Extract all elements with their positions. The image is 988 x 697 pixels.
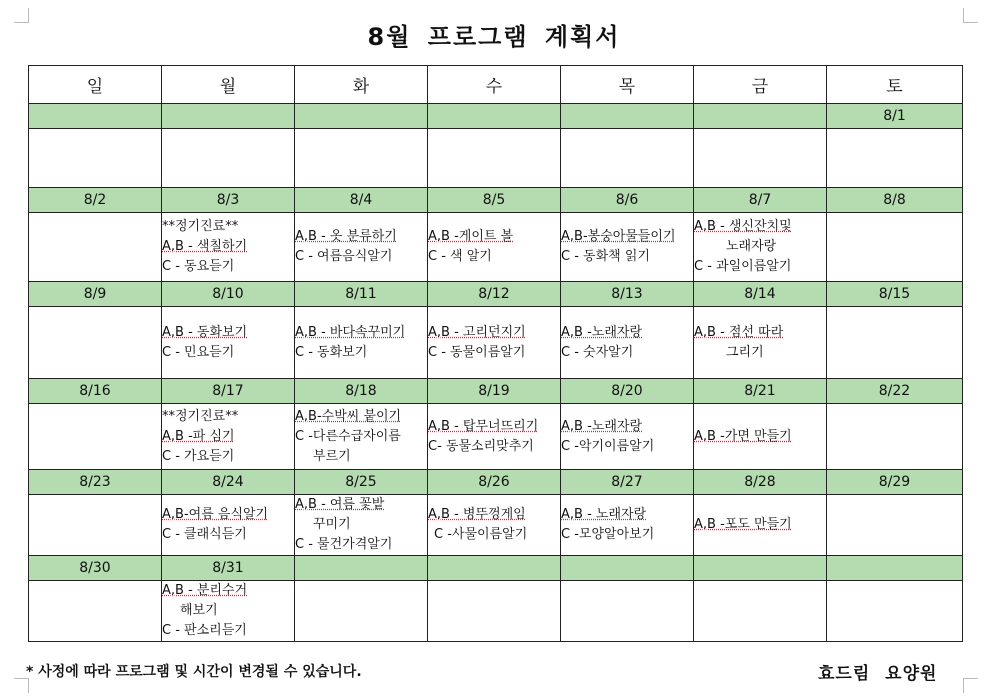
program-cell xyxy=(561,307,694,379)
date-cell: 8/10 xyxy=(162,282,295,307)
date-cell: 8/27 xyxy=(561,470,694,495)
date-cell: 8/29 xyxy=(827,470,963,495)
crop-mark-bottom-right xyxy=(963,678,978,693)
weekday-tue: 화 xyxy=(295,66,428,104)
program-cell xyxy=(295,495,428,556)
program-cell xyxy=(29,213,162,282)
program-cell xyxy=(428,404,561,470)
program-line: A,B-여름 음식알기 xyxy=(162,507,269,522)
date-cell: 8/6 xyxy=(561,188,694,213)
weekday-header-row xyxy=(29,66,963,104)
program-line: C -사물이름알기 xyxy=(434,527,528,542)
program-cell xyxy=(162,213,295,282)
program-line: A,B -가면 만들기 xyxy=(694,428,792,444)
program-line: C- 동물소리맞추기 xyxy=(428,438,534,454)
program-line: 부르기 xyxy=(313,448,351,464)
program-line: A,B -파 심기 xyxy=(162,428,235,444)
program-cell xyxy=(29,129,162,188)
weekday-fri: 금 xyxy=(694,66,827,104)
program-cell xyxy=(694,581,827,642)
program-cell xyxy=(561,404,694,470)
program-cell xyxy=(694,495,827,556)
program-cell xyxy=(162,495,295,556)
program-line: A,B-봉숭아물들이기 xyxy=(561,229,676,244)
program-cell xyxy=(162,129,295,188)
date-cell: 8/7 xyxy=(694,188,827,213)
date-cell xyxy=(561,104,694,129)
program-cell xyxy=(295,404,428,470)
program-cell xyxy=(561,213,694,282)
program-cell xyxy=(694,129,827,188)
program-line: C - 물건가격알기 xyxy=(295,537,393,552)
date-cell: 8/11 xyxy=(295,282,428,307)
date-row-week2 xyxy=(29,188,963,213)
page-title: 8월 프로그램 계획서 xyxy=(367,23,621,51)
date-cell: 8/18 xyxy=(295,379,428,404)
weekday-sat: 토 xyxy=(827,66,963,104)
date-cell: 8/26 xyxy=(428,470,561,495)
date-cell: 8/24 xyxy=(162,470,295,495)
date-row-week6 xyxy=(29,556,963,581)
weekday-mon: 월 xyxy=(162,66,295,104)
program-line: 그리기 xyxy=(726,344,764,360)
date-cell: 8/14 xyxy=(694,282,827,307)
date-cell: 8/2 xyxy=(29,188,162,213)
program-cell xyxy=(162,404,295,470)
program-line: C - 판소리듣기 xyxy=(162,623,247,638)
program-cell xyxy=(29,404,162,470)
program-line: C -다른수급자이름 xyxy=(295,428,401,444)
content-row-week2 xyxy=(29,213,963,282)
date-cell: 8/13 xyxy=(561,282,694,307)
program-cell xyxy=(29,581,162,642)
program-line: C - 여름음식알기 xyxy=(295,249,393,264)
date-row-week5 xyxy=(29,470,963,495)
weekday-sun: 일 xyxy=(29,66,162,104)
program-cell xyxy=(428,213,561,282)
date-cell xyxy=(694,104,827,129)
program-line: C - 동물이름알기 xyxy=(428,344,526,360)
program-cell xyxy=(295,581,428,642)
program-cell xyxy=(694,404,827,470)
program-cell xyxy=(428,129,561,188)
date-cell xyxy=(428,104,561,129)
program-line: **정기진료** xyxy=(162,408,239,424)
program-cell xyxy=(295,307,428,379)
date-cell xyxy=(827,556,963,581)
program-line: A,B -노래자랑 xyxy=(561,324,642,340)
date-cell: 8/5 xyxy=(428,188,561,213)
program-line: A,B - 여름 꽃밭 xyxy=(295,497,385,512)
program-cell xyxy=(694,307,827,379)
program-line: A,B-수박씨 붙이기 xyxy=(295,408,402,424)
program-line: A,B - 옷 분류하기 xyxy=(295,229,397,244)
program-line: C - 과일이름알기 xyxy=(694,259,792,274)
content-row-week1 xyxy=(29,129,963,188)
program-line: C - 클래식듣기 xyxy=(162,527,247,542)
program-cell xyxy=(561,581,694,642)
program-cell xyxy=(162,307,295,379)
program-line: C - 동요듣기 xyxy=(162,259,235,274)
content-row-week3 xyxy=(29,307,963,379)
date-cell xyxy=(694,556,827,581)
content-row-week6 xyxy=(29,581,963,642)
date-row-week1 xyxy=(29,104,963,129)
date-cell: 8/28 xyxy=(694,470,827,495)
date-cell xyxy=(561,556,694,581)
date-cell: 8/12 xyxy=(428,282,561,307)
date-cell: 8/21 xyxy=(694,379,827,404)
program-cell xyxy=(827,213,963,282)
date-cell xyxy=(29,104,162,129)
content-row-week4 xyxy=(29,404,963,470)
program-line: C - 동화보기 xyxy=(295,344,368,360)
program-cell xyxy=(162,581,295,642)
program-line: A,B -노래자랑 xyxy=(561,418,642,434)
date-cell xyxy=(295,556,428,581)
organization-name: 효드림 요양원 xyxy=(818,664,938,684)
program-line: A,B - 동화보기 xyxy=(162,324,248,340)
program-line: C - 가요듣기 xyxy=(162,448,235,464)
program-line: A,B - 탑무너뜨리기 xyxy=(428,418,539,434)
program-cell xyxy=(295,129,428,188)
weekday-thu: 목 xyxy=(561,66,694,104)
program-cell xyxy=(428,495,561,556)
program-line: C - 민요듣기 xyxy=(162,344,235,360)
program-cell xyxy=(29,495,162,556)
program-line: 꾸미기 xyxy=(313,517,351,532)
footnote: * 사정에 따라 프로그램 및 시간이 변경될 수 있습니다. xyxy=(26,664,362,680)
program-line: C - 색 알기 xyxy=(428,249,492,264)
program-line: A,B -게이트 볼 xyxy=(428,229,514,244)
program-cell xyxy=(827,581,963,642)
program-line: A,B - 생신잔치및 xyxy=(694,219,792,234)
date-cell: 8/19 xyxy=(428,379,561,404)
program-line: A,B - 색칠하기 xyxy=(162,239,248,254)
date-cell: 8/17 xyxy=(162,379,295,404)
program-cell xyxy=(561,129,694,188)
date-cell: 8/16 xyxy=(29,379,162,404)
program-line: C -악기이름알기 xyxy=(561,438,655,454)
program-line: A,B - 병뚜껑게임 xyxy=(428,507,526,522)
program-cell xyxy=(428,581,561,642)
program-line: A,B - 노래자랑 xyxy=(561,507,647,522)
program-cell xyxy=(428,307,561,379)
program-line: **정기진료** xyxy=(162,219,239,234)
program-cell xyxy=(561,495,694,556)
date-cell: 8/25 xyxy=(295,470,428,495)
program-line: A,B -포도 만들기 xyxy=(694,517,792,532)
program-line: C - 숫자알기 xyxy=(561,344,634,360)
date-cell xyxy=(162,104,295,129)
program-line: C -모양알아보기 xyxy=(561,527,655,542)
date-cell: 8/9 xyxy=(29,282,162,307)
program-cell xyxy=(694,213,827,282)
date-cell xyxy=(428,556,561,581)
program-cell xyxy=(29,307,162,379)
date-cell: 8/22 xyxy=(827,379,963,404)
weekday-wed: 수 xyxy=(428,66,561,104)
date-cell: 8/31 xyxy=(162,556,295,581)
program-line: A,B - 고리던지기 xyxy=(428,324,526,340)
program-line: A,B - 분리수거 xyxy=(162,583,248,598)
program-cell xyxy=(827,495,963,556)
program-cell xyxy=(827,404,963,470)
date-cell: 8/8 xyxy=(827,188,963,213)
date-cell: 8/23 xyxy=(29,470,162,495)
date-row-week3 xyxy=(29,282,963,307)
content-row-week5 xyxy=(29,495,963,556)
program-cell xyxy=(827,129,963,188)
program-cell xyxy=(295,213,428,282)
program-calendar xyxy=(28,65,963,642)
program-line: C - 동화책 읽기 xyxy=(561,249,650,264)
date-cell: 8/4 xyxy=(295,188,428,213)
program-cell xyxy=(827,307,963,379)
program-line: 해보기 xyxy=(180,603,218,618)
date-row-week4 xyxy=(29,379,963,404)
date-cell: 8/30 xyxy=(29,556,162,581)
date-cell: 8/1 xyxy=(827,104,963,129)
program-line: 노래자랑 xyxy=(726,239,777,254)
program-line: A,B - 점선 따라 xyxy=(694,324,784,340)
date-cell xyxy=(295,104,428,129)
date-cell: 8/3 xyxy=(162,188,295,213)
program-line: A,B - 바다속꾸미기 xyxy=(295,324,406,340)
date-cell: 8/20 xyxy=(561,379,694,404)
date-cell: 8/15 xyxy=(827,282,963,307)
